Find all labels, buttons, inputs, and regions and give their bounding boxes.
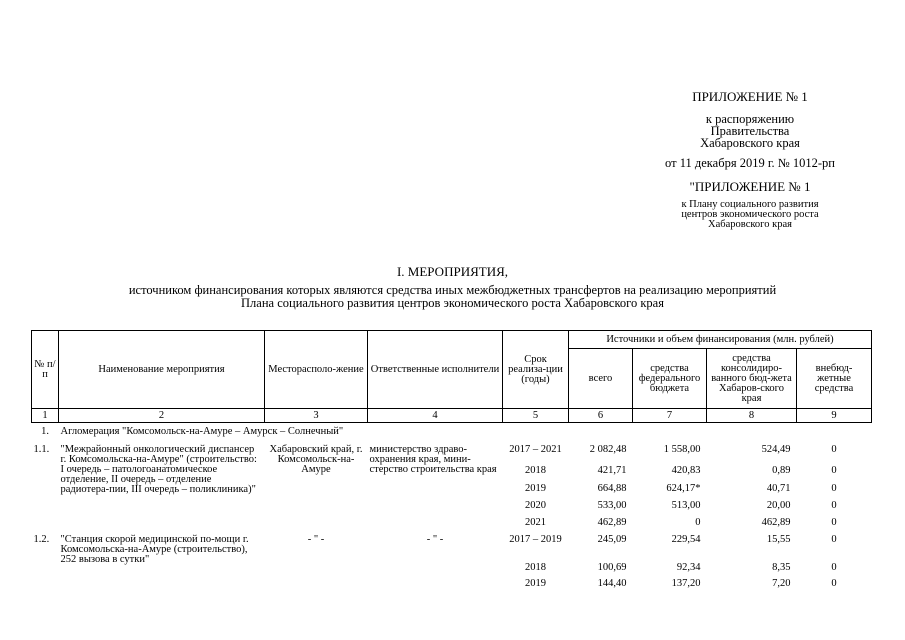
item-federal: 92,34	[676, 561, 701, 573]
item-federal: 137,20	[671, 577, 701, 589]
inner-appendix-title: "ПРИЛОЖЕНИЕ № 1	[689, 179, 811, 194]
item-extra: 0	[831, 443, 837, 455]
group-num: 1.	[41, 426, 49, 437]
col-number: 8	[707, 409, 797, 423]
header-total: всего	[569, 349, 633, 409]
section-subtitle-2: Плана социального развития центров экономического роста Хабаровского края	[241, 296, 664, 310]
header-regional: средства консолидиро-ванного бюд-жета Хабаров-ского края	[707, 349, 797, 409]
column-number-row	[32, 409, 872, 423]
inner-appendix-line-1: к Плану социального развития	[681, 199, 819, 210]
group-name: Агломерация "Комсомольск-на-Амуре – Амурск – Солнечный"	[60, 426, 344, 437]
table-row	[32, 533, 872, 561]
header-term: Срок реализа-ции (годы)	[503, 331, 569, 409]
item-federal: 624,17*	[666, 482, 701, 494]
header-name: Наименование мероприятия	[59, 331, 265, 409]
item-regional: 462,89	[761, 516, 791, 528]
section-title: I. МЕРОПРИЯТИЯ,	[396, 264, 509, 279]
item-term: 2018	[525, 464, 546, 476]
item-term: 2017 – 2019	[509, 533, 562, 545]
appendix-line-2: Правительства	[710, 124, 790, 138]
item-total: 533,00	[597, 499, 627, 511]
col-number: 4	[368, 409, 503, 423]
col-number: 9	[797, 409, 872, 423]
item-federal: 0	[695, 516, 701, 528]
col-number: 3	[265, 409, 368, 423]
inner-appendix-line-3: Хабаровского края	[708, 219, 792, 230]
appendix-title: ПРИЛОЖЕНИЕ № 1	[692, 89, 808, 104]
item-total: 664,88	[597, 482, 627, 494]
item-regional: 20,00	[766, 499, 791, 511]
item-regional: 0,89	[772, 464, 791, 476]
item-extra: 0	[831, 533, 837, 545]
item-extra: 0	[831, 482, 837, 494]
item-num: 1.2.	[33, 533, 50, 545]
item-regional: 8,35	[772, 561, 791, 573]
header-num: № п/п	[32, 331, 59, 409]
col-number: 5	[503, 409, 569, 423]
header-responsible: Ответственные исполнители	[368, 331, 503, 409]
item-federal: 420,83	[671, 464, 701, 476]
item-extra: 0	[831, 516, 837, 528]
item-term: 2019	[525, 577, 546, 589]
col-number: 2	[59, 409, 265, 423]
item-federal: 1 558,00	[663, 443, 701, 455]
item-federal: 229,54	[671, 533, 701, 545]
item-extra: 0	[831, 577, 837, 589]
item-total: 2 082,48	[589, 443, 627, 455]
item-regional: 15,55	[766, 533, 791, 545]
group-row	[32, 423, 872, 441]
header-federal: средства федерального бюджета	[633, 349, 707, 409]
header-location: Месторасполо-жение	[265, 331, 368, 409]
item-total: 421,71	[597, 464, 627, 476]
item-federal: 513,00	[671, 499, 701, 511]
item-regional: 7,20	[772, 577, 791, 589]
item-term: 2018	[525, 561, 546, 573]
appendix-line-3: Хабаровского края	[700, 136, 800, 150]
item-regional: 40,71	[766, 482, 791, 494]
item-total: 245,09	[597, 533, 627, 545]
col-number: 6	[569, 409, 633, 423]
item-term: 2019	[525, 482, 546, 494]
item-total: 144,40	[597, 577, 627, 589]
item-extra: 0	[831, 561, 837, 573]
header-extra: внебюд-жетные средства	[797, 349, 872, 409]
item-total: 100,69	[597, 561, 627, 573]
item-location: Хабаровский край, г. Комсомольск-на-Амуре	[269, 443, 363, 475]
item-total: 462,89	[597, 516, 627, 528]
col-number: 1	[32, 409, 59, 423]
item-extra: 0	[831, 499, 837, 511]
inner-appendix-line-2: центров экономического роста	[681, 209, 819, 220]
appendix-line-4: от 11 декабря 2019 г. № 1012-рп	[665, 156, 835, 170]
item-responsible: - " -	[426, 533, 444, 545]
header-sources: Источники и объем финансирования (млн. рублей)	[569, 331, 872, 349]
item-term: 2020	[525, 499, 546, 511]
section-subtitle-1: источником финансирования которых являются средства иных межбюджетных трансфертов на реализацию мероприятий	[128, 283, 777, 297]
appendix-line-1: к распоряжению	[705, 112, 795, 126]
item-responsible: министерство здраво-охранения края, мини-стерство строительства края	[369, 443, 497, 475]
item-extra: 0	[831, 464, 837, 476]
item-name: "Межрайонный онкологический диспансер г. Комсомольска-на-Амуре" (строительство: I очередь – патологоанатомическое отделение, II очередь – отделение радиотера-пии, III очередь – поликлиника)"	[60, 443, 257, 495]
table-row	[32, 441, 872, 463]
item-term: 2017 – 2021	[509, 443, 562, 455]
col-number: 7	[633, 409, 707, 423]
item-term: 2021	[525, 516, 546, 528]
item-regional: 524,49	[761, 443, 791, 455]
item-name: "Станция скорой медицинской по-мощи г. Комсомольска-на-Амуре (строительство), 252 вызова в сутки"	[60, 533, 249, 565]
item-num: 1.1.	[33, 443, 50, 455]
measures-table	[31, 330, 872, 593]
item-location: - " -	[307, 533, 325, 545]
